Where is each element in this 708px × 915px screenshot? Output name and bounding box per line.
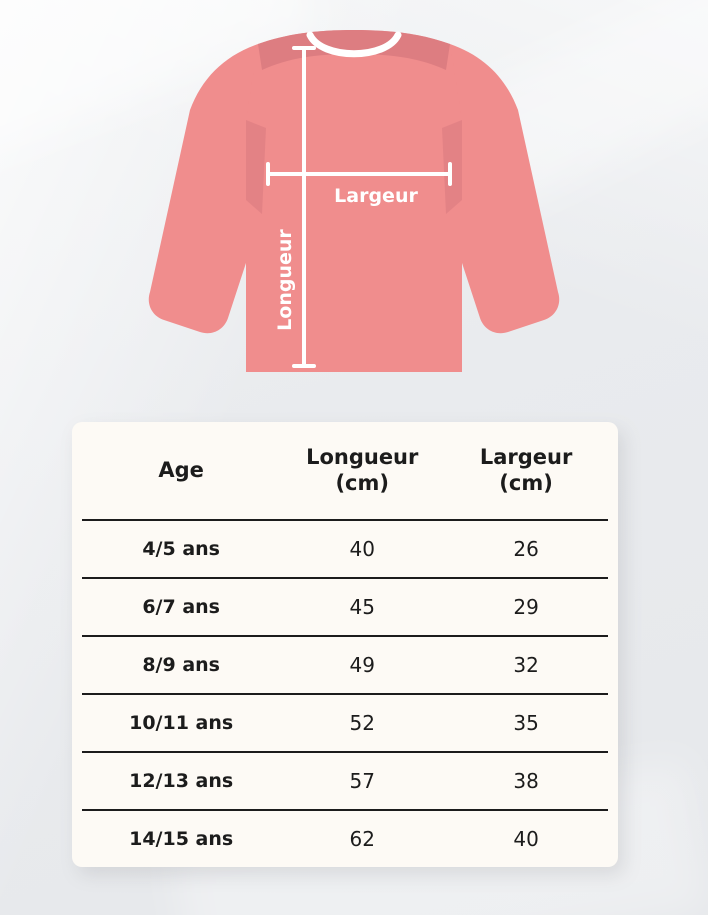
table-row xyxy=(82,694,608,752)
header-width-unit: (cm) xyxy=(499,471,553,496)
right-sleeve xyxy=(446,44,559,333)
cell-width: 40 xyxy=(513,826,539,851)
cell-width: 32 xyxy=(444,636,608,694)
cell-length: 52 xyxy=(280,694,444,752)
header-age xyxy=(82,422,280,520)
cell-length: 45 xyxy=(280,578,444,636)
size-table xyxy=(82,422,608,867)
header-length-label: Longueur xyxy=(306,445,419,469)
cell-length: 57 xyxy=(280,752,444,810)
cell-width: 26 xyxy=(444,520,608,578)
cell-age: 10/11 ans xyxy=(82,694,280,752)
cell-age: 6/7 ans xyxy=(82,578,280,636)
cell-width: 29 xyxy=(444,578,608,636)
cell-length: 49 xyxy=(280,636,444,694)
width-label: Largeur xyxy=(334,185,418,207)
header-width xyxy=(444,422,608,520)
length-label: Longueur xyxy=(274,229,296,331)
header-length xyxy=(280,422,444,520)
header-length-unit: (cm) xyxy=(335,471,389,496)
cell-age: 14/15 ans xyxy=(129,827,234,850)
cell-age: 4/5 ans xyxy=(82,520,280,578)
header-age-label: Age xyxy=(158,458,204,483)
table-row xyxy=(82,752,608,810)
cell-age: 12/13 ans xyxy=(82,752,280,810)
table-header-row xyxy=(82,422,608,520)
cell-width: 35 xyxy=(444,694,608,752)
cell-length: 62 xyxy=(349,826,375,851)
table-row xyxy=(82,578,608,636)
table-row xyxy=(82,810,608,867)
cell-width: 38 xyxy=(444,752,608,810)
header-width-label: Largeur xyxy=(479,445,573,469)
left-sleeve xyxy=(149,44,262,333)
tshirt-illustration xyxy=(0,0,708,420)
table-row xyxy=(82,520,608,578)
size-table-card xyxy=(72,422,618,867)
table-row xyxy=(82,636,608,694)
cell-age: 8/9 ans xyxy=(82,636,280,694)
cell-length: 40 xyxy=(280,520,444,578)
